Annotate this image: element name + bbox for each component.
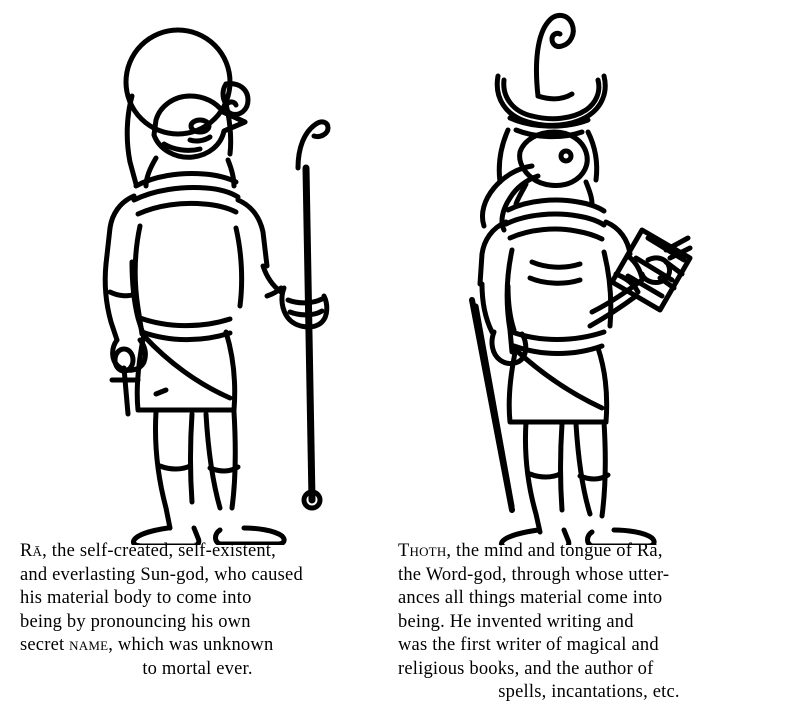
ra-arm-left: [105, 264, 117, 340]
figure-thoth: [420, 0, 760, 545]
ra-hand-right: [282, 288, 327, 327]
ra-staff: [306, 168, 312, 500]
caption-ra-line-6: to mortal ever.: [142, 658, 253, 679]
ra-collar: [136, 174, 236, 187]
thoth-leg-right: [576, 424, 590, 514]
ra-torso-right: [236, 228, 242, 306]
ra-shoulder-left: [106, 196, 134, 264]
caption-ra-line-1-rest: , the self-created, self-existent,: [42, 541, 276, 561]
caption-thoth-line-6: religious books, and the author of: [398, 658, 654, 679]
ra-ankh-icon: [124, 368, 128, 414]
caption-ra-smallcaps-name: name: [69, 635, 109, 655]
caption-ra-line-5-a: secret: [20, 635, 70, 655]
caption-ra-line-5-b: , which was unknown: [108, 635, 274, 655]
caption-ra-line-3: his material body to come into: [20, 588, 252, 608]
thoth-crown-plume-icon: [536, 15, 573, 96]
caption-thoth-line-5: was the first writer of magical and: [398, 635, 659, 655]
caption-ra-line-5: [20, 634, 375, 658]
ra-drawing: [60, 0, 400, 545]
thoth-shoulder-right: [606, 222, 630, 254]
caption-thoth-line-2: the Word-god, through whose utter-: [398, 564, 670, 585]
caption-thoth-line-4: being. He invented writing and: [398, 611, 634, 632]
caption-thoth-line-7: spells, incantations, etc.: [498, 682, 680, 702]
caption-ra-line-2: and everlasting Sun-god, who caused: [20, 564, 303, 585]
caption-ra-smallcaps-ra: Rā: [20, 541, 43, 561]
caption-thoth-line-1: [398, 540, 780, 564]
caption-ra-line-4: being by pronouncing his own: [20, 611, 251, 632]
ra-leg-right: [206, 414, 220, 508]
caption-thoth-smallcaps-thoth: Thoth: [398, 541, 447, 561]
ra-sun-disk-icon: [126, 30, 230, 134]
thoth-drawing: [420, 0, 760, 545]
ra-belt: [140, 318, 230, 326]
captions-area: [0, 540, 800, 714]
caption-thoth: [398, 540, 780, 705]
ra-staff-head-icon: [298, 122, 328, 168]
thoth-arm-left: [482, 284, 492, 332]
caption-thoth-line-3: ances all things material come into: [398, 588, 663, 608]
figure-ra: [60, 0, 400, 545]
caption-thoth-line-1-rest: , the mind and tongue of Rā,: [446, 541, 663, 561]
thoth-eye-icon: [561, 151, 571, 161]
caption-ra: [20, 540, 375, 681]
caption-ra-line-1: [20, 540, 375, 564]
